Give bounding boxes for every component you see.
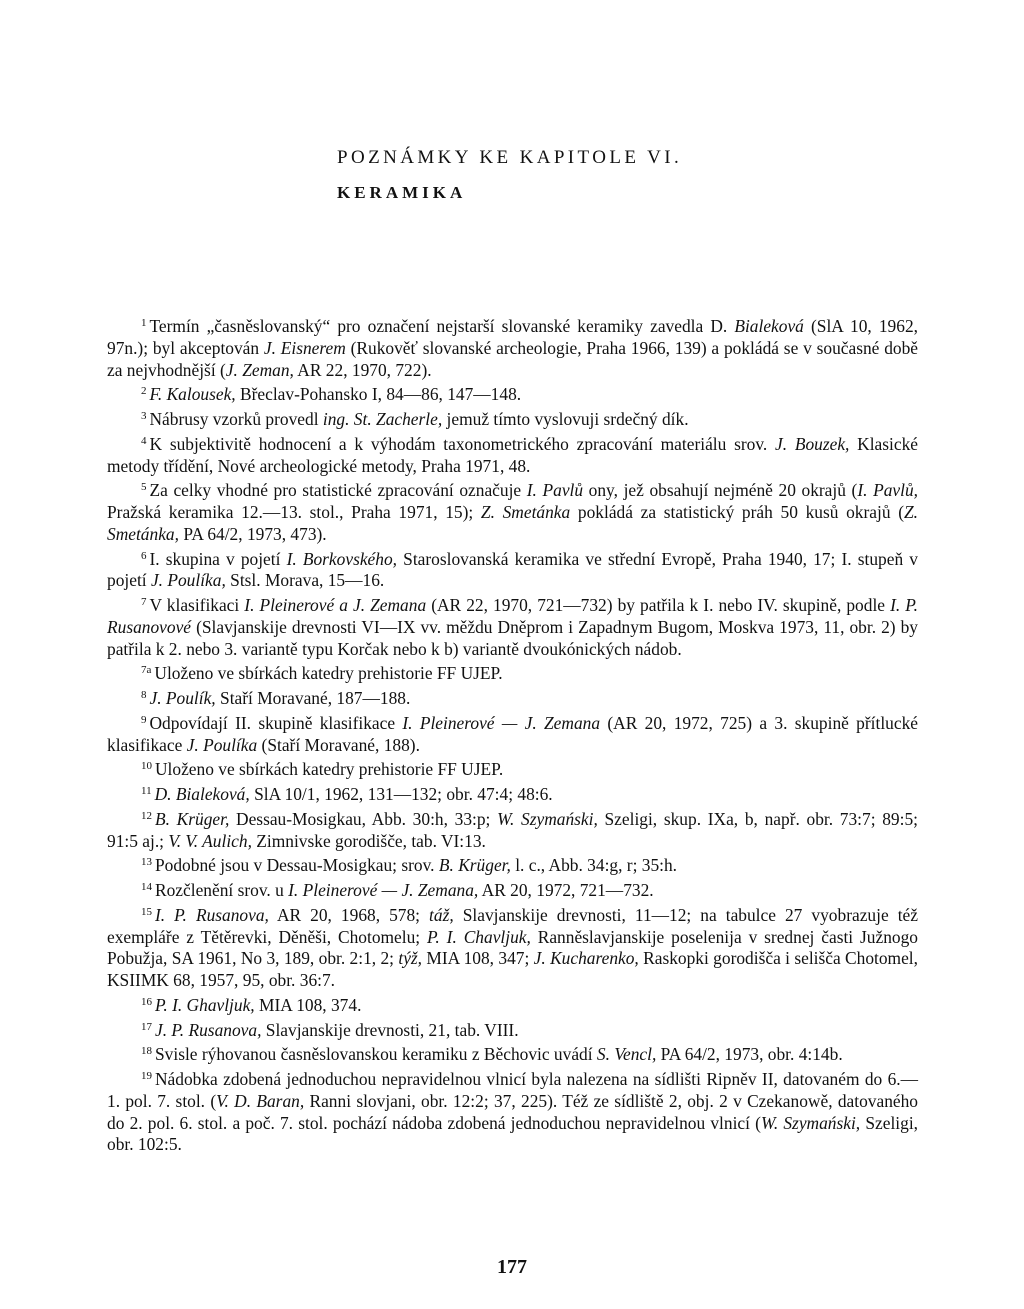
footnote-number: 5 xyxy=(141,481,147,494)
footnote-text: Uloženo ve sbírkách katedry prehistorie FF UJEP. xyxy=(154,663,503,684)
footnote-number: 18 xyxy=(141,1045,152,1058)
footnote-text: Rozčlenění srov. u I. Pleinerové — J. Zemana, AR 20, 1972, 721—732. xyxy=(155,880,654,900)
footnote-text: P. I. Ghavljuk, MIA 108, 374. xyxy=(155,994,362,1015)
footnote-text: K subjektivitě hodnocení a k výhodám taxonometrického zpracování materiálu srov. J. Bouzek, Klasické metody třídění, Nové archeologické metody, Praha 1971, 48. xyxy=(107,433,918,476)
footnote-text: B. Krüger, Dessau-Mosigkau, Abb. 30:h, 33:p; W. Szymański, Szeligi, skup. IXa, b, např. obr. 73:7; 89:5; 91:5 aj.; V. V. Aulich, Zimnivske gorodišče, tab. VI:13. xyxy=(107,808,918,851)
footnote-text: D. Bialeková, SlA 10/1, 1962, 131—132; obr. 47:4; 48:6. xyxy=(154,784,553,804)
footnote-4 xyxy=(107,431,918,478)
footnote-number: 17 xyxy=(141,1020,152,1033)
footnote-number: 8 xyxy=(141,689,147,701)
footnote-number: 7 xyxy=(141,596,147,608)
footnote-16 xyxy=(107,992,918,1017)
footnotes-list xyxy=(107,313,918,1156)
footnote-17 xyxy=(107,1017,918,1042)
footnote-text: Termín „časněslovanský“ pro označení nejstarší slovanské keramiky zavedla D. Bialeková (SlA 10, 1962, 97n.); byl akceptován J. Eisnerem (Rukověť slovanské archeologie, Praha 1966, 139) a pokládá se v současné době za nejvhodnější (J. Zeman, AR 22, 1970, 722). xyxy=(107,316,918,380)
footnote-18 xyxy=(107,1041,918,1066)
footnote-text: Podobné jsou v Dessau-Mosigkau; srov. B. Krüger, l. c., Abb. 34:g, r; 35:h. xyxy=(155,855,678,876)
footnote-7 xyxy=(107,592,918,660)
footnote-3 xyxy=(107,406,918,431)
footnote-10 xyxy=(107,756,918,781)
page-number: 177 xyxy=(497,1256,527,1278)
footnote-text: Nábrusy vzorků provedl ing. St. Zacherle, jemuž tímto vyslovuji srdečný dík. xyxy=(149,409,689,429)
footnote-text: Uloženo ve sbírkách katedry prehistorie FF UJEP. xyxy=(155,759,504,780)
footnote-19 xyxy=(107,1066,918,1156)
footnote-number: 10 xyxy=(141,760,152,773)
footnote-2 xyxy=(107,381,918,406)
footnote-15 xyxy=(107,902,918,992)
footnote-number: 2 xyxy=(141,385,147,398)
footnote-text: V klasifikaci I. Pleinerové a J. Zemana (AR 22, 1970, 721—732) by patřila k I. nebo IV. skupině, podle I. P. Rusanovové (Slavjanskije drevnosti VI—IX vv. měždu Dněprom i Zapadnym Bugom, Moskva 1973, 11, obr. 2) by patřila k 2. nebo 3. variantě typu Korčak nebo k b) variantě dvoukónických nádob. xyxy=(107,595,918,659)
footnote-text: I. P. Rusanova, AR 20, 1968, 578; táž, Slavjanskije drevnosti, 11—12; na tabulce 27 vyobrazuje též exempláře z Tětěrevki, Děněši, Chotomelu; P. I. Chavljuk, Ranněslavjanskije poselenija v srednej časti Južnogo Pobužja, SA 1961, No 3, 189, obr. 2:1, 2; týž, MIA 108, 347; J. Kucharenko, Raskopki gorodišča i selišča Chotomel, KSIIMK 68, 1957, 95, obr. 36:7. xyxy=(107,904,919,990)
footnote-11 xyxy=(107,781,918,806)
footnote-number: 1 xyxy=(141,317,147,329)
footnote-text: F. Kalousek, Břeclav-Pohansko I, 84—86, 147—148. xyxy=(149,384,522,405)
footnote-text: I. skupina v pojetí I. Borkovského, Staroslovanská keramika ve střední Evropě, Praha 1940, 17; I. stupeň v pojetí J. Poulíka, Stsl. Morava, 15—16. xyxy=(107,548,918,591)
footnote-text: Za celky vhodné pro statistické zpracování označuje I. Pavlů ony, jež obsahují nejméně 20 okrajů (I. Pavlů, Pražská keramika 12.—13. stol., Praha 1971, 15); Z. Smetánka pokládá za statistický práh 50 kusů okrajů (Z. Smetánka, PA 64/2, 1973, 473). xyxy=(107,480,919,544)
footnote-8 xyxy=(107,685,918,710)
footnote-text: Odpovídají II. skupině klasifikace I. Pleinerové — J. Zemana (AR 20, 1972, 725) a 3. skupině přítlucké klasifikace J. Poulíka (Staří Moravané, 188). xyxy=(107,712,918,755)
footnote-12 xyxy=(107,806,918,853)
footnote-number: 16 xyxy=(141,995,152,1008)
footnote-6 xyxy=(107,546,918,593)
footnote-text: J. Poulík, Staří Moravané, 187—188. xyxy=(149,688,411,708)
footnote-14 xyxy=(107,877,918,902)
footnote-number: 3 xyxy=(141,410,147,422)
footnote-text: J. P. Rusanova, Slavjanskije drevnosti, 21, tab. VIII. xyxy=(155,1019,519,1040)
footnote-number: 11 xyxy=(141,785,152,797)
footnote-number: 12 xyxy=(141,809,152,822)
footnote-13 xyxy=(107,852,918,877)
chapter-notes-heading: POZNÁMKY KE KAPITOLE VI. xyxy=(337,147,683,168)
footnote-text: Nádobka zdobená jednoduchou nepravidelnou vlnicí byla nalezena na sídlišti Ripněv II, datovaném do 6.—1. pol. 7. stol. (V. D. Baran, Ranni slovjani, obr. 12:2; 37, 225). Též ze sídliště 2, obj. 2 v Czekanowě, datovaného do 2. pol. 6. stol. a poč. 7. stol. pochází nádoba zdobená jednoduchou nepravidelnou vlnicí (W. Szymański, Szeligi, obr. 102:5. xyxy=(107,1069,919,1155)
footnote-7a xyxy=(107,660,918,685)
footnote-number: 19 xyxy=(141,1070,152,1082)
footnote-number: 14 xyxy=(141,881,152,893)
footnote-number: 6 xyxy=(141,549,147,562)
footnote-9 xyxy=(107,710,918,757)
footnote-text: Svisle rýhovanou časněslovanskou keramiku z Běchovic uvádí S. Vencl, PA 64/2, 1973, obr. 4:14b. xyxy=(155,1044,843,1065)
footnote-1 xyxy=(107,313,918,381)
footnote-number: 7a xyxy=(141,664,152,677)
chapter-subheading: KERAMIKA xyxy=(337,183,467,202)
footnote-number: 13 xyxy=(141,856,152,869)
footnote-number: 9 xyxy=(141,713,147,726)
footnote-number: 4 xyxy=(141,434,147,447)
footnote-5 xyxy=(107,477,918,545)
footnote-number: 15 xyxy=(141,905,152,918)
